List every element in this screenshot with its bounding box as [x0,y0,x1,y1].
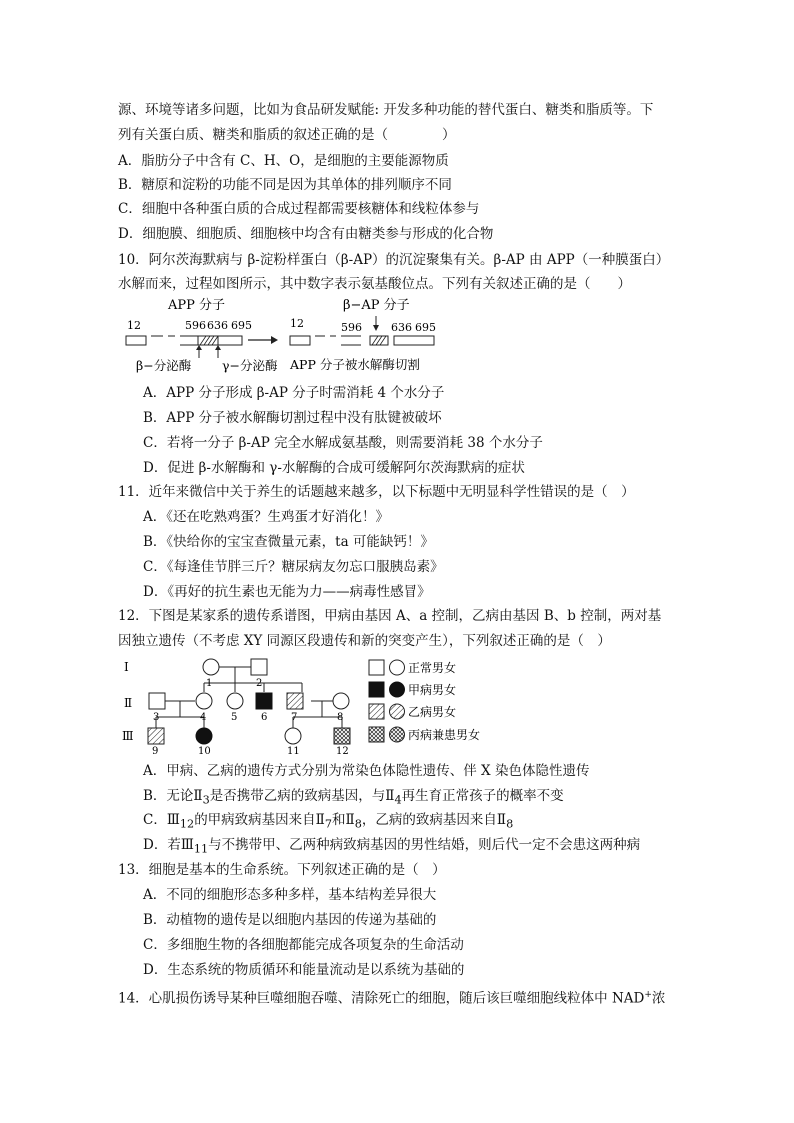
left-site-636: 636 [207,319,228,332]
right-site-596: 596 [341,321,362,334]
individual-ii6-male-disease-a [256,693,272,709]
legend-disease-a-male-icon [369,682,384,697]
individual-ii7-male-disease-b [287,693,303,709]
q12-option-c-sub4: 8 [506,817,514,831]
q10-option-a: A．APP 分子形成 β-AP 分子时需消耗 4 个水分子 [143,385,445,401]
right-site-695: 695 [415,321,436,334]
q13-option-b: B．动植物的遗传是以细胞内基因的传递为基础的 [143,912,437,928]
legend-disease-a-female-icon [390,682,405,697]
q12-option-c-sub1: 12 [179,817,195,831]
id-11: 11 [287,746,300,756]
individual-ii8-female-normal [333,693,349,709]
legend-disease-b-male-icon [369,704,384,719]
q12-option-c-part4: ，乙病的致病基因来自Ⅱ [361,812,507,828]
q13-option-c: C．多细胞生物的各细胞都能完成各项复杂的生命活动 [143,937,464,953]
q12-option-b [143,787,564,810]
id-3: 3 [153,712,160,723]
beta-ap-molecule-label: β−AP 分子 [343,298,410,313]
q9-option-d: D．细胞膜、细胞质、细胞核中均含有由糖类参与形成的化合物 [118,226,494,242]
legend-disease-a-label: 甲病男女 [408,683,457,697]
q12-option-d-sub1: 11 [193,842,209,856]
left-site-695: 695 [231,319,252,332]
q10-option-b: B．APP 分子被水解酶切割过程中没有肽键被破坏 [143,410,442,426]
app-chain-right [290,336,434,345]
q11-option-c: C．《每逢佳节胖三斤？糖尿病友勿忘口服胰岛素》 [143,559,444,575]
q12-option-c-part2: 的甲病致病基因来自Ⅱ [194,812,325,828]
generation-ii-label: Ⅱ [124,696,133,710]
q12-option-d-part1: D．若Ⅲ [143,837,194,853]
individual-ii4-female-normal [196,693,212,709]
q12-option-c-sub2: 7 [324,817,333,831]
app-molecule-label: APP 分子 [168,298,226,313]
legend-normal-label: 正常男女 [408,661,457,675]
app-chain-left [126,336,242,345]
q11-option-a: A．《还在吃熟鸡蛋？生鸡蛋才好消化！》 [143,509,389,525]
id-8: 8 [337,712,344,723]
legend-disease-b-female-icon [390,704,405,719]
q9-option-c: C．细胞中各种蛋白质的合成过程都需要核糖体和线粒体参与 [118,201,480,217]
q10-stem-line2: 水解而来，过程如图所示，其中数字表示氨基酸位点。下列有关叙述正确的是（ ） [118,276,631,292]
legend-both-label: 丙病兼患男女 [408,728,481,742]
generation-iii-label: Ⅲ [122,729,134,743]
pedigree-chart [118,654,498,756]
individual-iii10-female-disease-a [196,728,212,744]
q11-option-b: B．《快给你的宝宝查微量元素，ta 可能缺钙！》 [143,534,434,550]
q13-option-a: A．不同的细胞形态多种多样，基本结构差异很大 [143,887,437,903]
individual-iii12-male-both-diseases [334,728,350,744]
id-6: 6 [261,712,268,723]
q13-stem: 13．细胞是基本的生命系统。下列叙述正确的是（ ） [118,862,446,878]
q10-option-d: D．促进 β-水解酶和 γ-水解酶的合成可缓解阿尔茨海默病的症状 [143,460,525,476]
q9-option-a: A．脂肪分子中含有 C、H、O，是细胞的主要能源物质 [118,153,449,169]
q12-option-c-part1: C．Ⅲ [143,812,180,828]
left-site-596: 596 [185,319,206,332]
q12-stem-line1: 12．下图是某家系的遗传系谱图，甲病由基因 A、a 控制，乙病由基因 B、b 控制，两对基 [118,608,662,624]
hydrolysis-result-label: APP 分子被水解酶切割 [290,357,420,372]
q12-option-a: A．甲病、乙病的遗传方式分别为常染色体隐性遗传、伴 X 染色体隐性遗传 [143,763,590,779]
id-1: 1 [206,678,213,689]
q12-option-c-part3: 和Ⅱ [332,812,355,828]
q14-stem-sup: + [644,990,652,1000]
q14-stem [118,986,665,1008]
q12-option-c-sub3: 8 [354,817,362,831]
individual-ii3-male-normal [149,693,165,709]
pedigree-lines [156,667,342,728]
id-2: 2 [256,678,263,689]
q13-option-d: D．生态系统的物质循环和能量流动是以系统为基础的 [143,962,465,978]
left-site-12: 12 [127,319,141,332]
individual-iii11-female-normal [285,728,301,744]
q11-stem: 11．近年来微信中关于养生的话题越来越多，以下标题中无明显科学性错误的是（ ） [118,484,635,500]
individual-i1-female-normal [203,659,219,675]
legend-disease-b-label: 乙病男女 [408,705,457,719]
process-arrow [248,336,278,344]
q11-option-d: D．《再好的抗生素也无能为力——病毒性感冒》 [143,584,431,600]
pedigree-legend [369,660,480,742]
q10-stem-line1: 10．阿尔茨海默病与 β-淀粉样蛋白（β-AP）的沉淀聚集有关。β-AP 由 APP（一种膜蛋白） [118,252,670,268]
beta-secretase-arrow [196,345,202,358]
beta-ap-pointer-arrow [373,316,379,331]
id-12: 12 [336,746,349,756]
q9-stem-line2: 列有关蛋白质、糖类和脂质的叙述正确的是（ ） [118,127,456,143]
individual-i2-male-normal [251,659,267,675]
q9-option-b: B．糖原和淀粉的功能不同是因为其单体的排列顺序不同 [118,177,452,193]
legend-both-female-icon [390,727,405,742]
q12-option-b-sub1: 3 [202,793,210,807]
q14-stem-part1: 14．心肌损伤诱导某种巨噬细胞吞噬、清除死亡的细胞，随后该巨噬细胞线粒体中 NAD [118,990,645,1007]
id-5: 5 [231,712,238,723]
q12-option-b-sub2: 4 [394,793,402,807]
generation-i-label: Ⅰ [124,660,129,674]
right-site-12: 12 [290,317,304,330]
legend-normal-male-icon [369,660,384,675]
q9-stem-line1: 源、环境等诸多问题，比如为食品研发赋能: 开发多种功能的替代蛋白、糖类和脂质等。下 [118,102,654,118]
beta-secretase-label: β−分泌酶 [136,358,192,373]
id-4: 4 [200,712,207,723]
q12-option-b-part2: 是否携带乙病的致病基因，与Ⅱ [209,788,395,804]
id-10: 10 [198,746,211,756]
q12-option-b-part3: 再生育正常孩子的概率不变 [401,788,564,804]
legend-normal-female-icon [390,660,405,675]
q12-option-c [143,811,513,834]
individual-iii9-male-disease-b [148,728,164,744]
legend-both-male-icon [369,727,384,742]
q12-option-b-part1: B．无论Ⅱ [143,788,203,804]
individual-ii5-female-normal [227,693,243,709]
app-cleavage-figure [118,296,458,376]
id-9: 9 [152,746,159,756]
q12-stem-line2: 因独立遗传（不考虑 XY 同源区段遗传和新的突变产生），下列叙述正确的是（ ） [118,633,611,649]
q10-option-c: C．若将一分子 β-AP 完全水解成氨基酸，则需要消耗 38 个水分子 [143,435,543,451]
gamma-secretase-label: γ−分泌酶 [222,358,278,373]
id-7: 7 [291,712,298,723]
q12-option-d [143,836,640,859]
gamma-secretase-arrow [215,345,221,358]
q12-option-d-part2: 与不携带甲、乙两种病致病基因的男性结婚，则后代一定不会患这两种病 [208,837,641,853]
right-site-636: 636 [391,321,412,334]
q14-stem-part2: 浓 [651,990,666,1007]
